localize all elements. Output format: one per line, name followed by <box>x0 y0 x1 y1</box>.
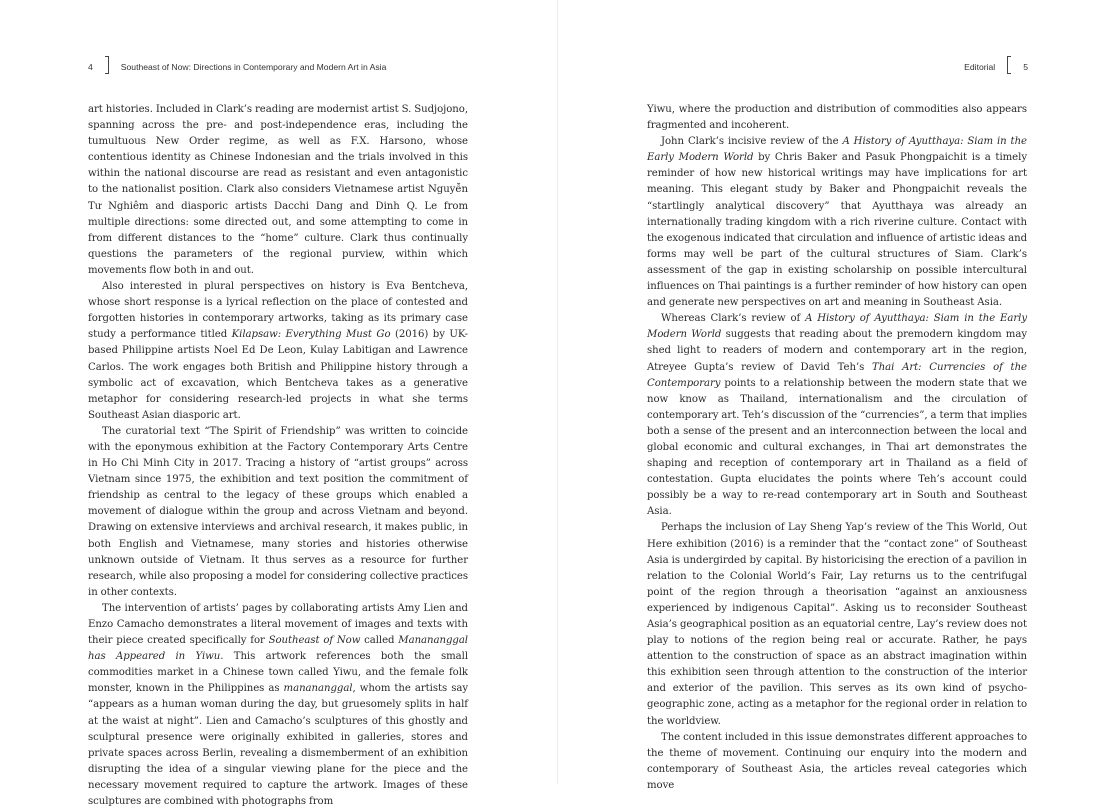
paragraph <box>647 311 1027 520</box>
text-run: , whom the artists say “appears as a human woman during the day, but gruesomely splits in half at the waist at night”. Lien and Camacho’s sculptures of this ghostly and sculptural presence were originally exhibited in galleries, stores and private spaces across Berlin, revealing a dismemberment of an exhibition disrupting the idea of a singular viewing plane for the piece and the necessary movement required to capture the artwork. Images of these sculptures are combined with photographs from <box>88 683 468 808</box>
page-number: 4 <box>88 62 93 72</box>
text-run: John Clark’s incisive review of the <box>661 136 843 148</box>
text-run: The curatorial text “The Spirit of Friendship” was written to coincide with the eponymous exhibition at the Factory Contemporary Arts Centre in Ho Chi Minh City in 2017. Tracing a history of “artist groups” across Vietnam since 1975, the exhibition and text position the commitment of friendship as central to the legacy of these groups which enabled a movement of dialogue within the group and across Vietnam and beyond. Drawing on extensive interviews and archival research, it makes public, in both English and Vietnamese, many stories and histories otherwise unknown outside of Vietnam. It thus serves as a resource for further research, while also proposing a model for considering collective practices in other contexts. <box>88 425 468 598</box>
italic-title: Southeast of Now <box>268 635 361 647</box>
text-run: art histories. Included in Clark’s reading are modernist artist S. Sudjojono, spanning across the pre- and post-independence eras, including the tumultuous New Order regime, as well as F.X. Harsono, whose contentious identity as Chinese Indonesian and the trials involved in this within the national discourse are read as resistant and even antagonistic to the nationalist position. Clark also considers Vietnamese artist Nguyễn Tư Nghiêm and diasporic artists Dacchi Dang and Dinh Q. Le from multiple directions: some directed out, and some attempting to come in from different distances to the “home” culture. Clark thus continually questions the parameters of the regional purview, within which movements flow both in and out. <box>88 104 468 276</box>
paragraph <box>88 102 468 279</box>
header-bracket-icon <box>1007 56 1011 74</box>
italic-title: manananggal <box>283 683 353 695</box>
page-number: 5 <box>1023 62 1028 72</box>
text-run: . This artwork references both the small commodities market in a Chinese town called Yiwu, and the female folk monster, known in the Philippines as <box>88 651 469 695</box>
paragraph <box>88 279 468 424</box>
text-run: Yiwu, where the production and distribution of commodities also appears fragmented and incoherent. <box>647 104 1027 132</box>
italic-title: Manananggal has Appeared in Yiwu <box>88 635 468 663</box>
right-running-header <box>964 58 1028 76</box>
left-body-text <box>88 102 468 810</box>
right-body-text <box>647 102 1027 794</box>
text-run: called <box>360 635 399 647</box>
text-run: Perhaps the inclusion of Lay Sheng Yap’s review of the This World, Out Here exhibition (2016) is a reminder that the “contact zone” of Southeast Asia is undergirded by capital. By historicising the erection of a pavilion in relation to the Colonial World’s Fair, Lay returns us to the centrifugal point of the region through a theorisation “against an anxiousness experienced by indigenous Capital”. Asking us to reconsider Southeast Asia’s geographical position as an equatorial centre, Lay’s review does not play to notions of the region being real or accurate. Rather, he pays attention to the construction of space as an abstract imagination within this exhibition seen through attention to the construction of the interior and exterior of the pavilion. This serves as its own kind of psycho-geographic zone, acting as a metaphor for the regional order in relation to the worldview. <box>647 522 1027 727</box>
italic-title: A History of Ayutthaya: Siam in the Early Modern World <box>647 313 1027 341</box>
text-run: (2016) by UK-based Philippine artists Noel Ed De Leon, Kulay Labitigan and Lawrence Carlos. The work engages both British and Philippine history through a symbolic act of excavation, which Bentcheva takes as a generative metaphor for considering research-led projects in what she terms Southeast Asian diasporic art. <box>88 329 468 421</box>
header-bracket-icon <box>105 56 109 74</box>
text-run: Whereas Clark’s review of <box>661 313 806 325</box>
running-head: Southeast of Now: Directions in Contemporary and Modern Art in Asia <box>120 62 387 72</box>
left-running-header <box>88 58 386 76</box>
italic-title: A History of Ayutthaya: Siam in the Early Modern World <box>647 136 1027 164</box>
text-run: points to a relationship between the modern state that we now know as Thailand, internationalism and the circulation of contemporary art. Teh’s discussion of the “currencies”, a term that implies both a sense of the present and an interconnection between the local and global economic and cultural exchanges, in Thai art demonstrates the shaping and reception of contemporary art in Thailand as a field of contestation. Gupta elucidates the points where Teh’s account could possibly be a way to re-read contemporary art in South and Southeast Asia. <box>647 377 1027 518</box>
paragraph <box>647 134 1027 311</box>
text-run: The intervention of artists’ pages by collaborating artists Amy Lien and Enzo Camacho demonstrates a literal movement of images and texts with their piece created specifically for <box>88 602 468 647</box>
italic-title: Thai Art: Currencies of the Contemporary <box>647 361 1027 389</box>
paragraph <box>647 520 1027 729</box>
text-run: Also interested in plural perspectives on history is Eva Bentcheva, whose short response is a lyrical reflection on the place of contested and forgotten histories in contemporary artworks, taking as its primary case study a performance titled <box>88 281 468 341</box>
paragraph <box>647 102 1027 134</box>
right-page <box>558 0 1116 791</box>
left-page <box>0 0 557 808</box>
text-run: suggests that reading about the premodern kingdom may shed light to readers of modern and contemporary art in the region, Atreyee Gupta’s review of David Teh’s <box>647 329 1027 373</box>
paragraph <box>88 424 468 601</box>
paragraph <box>88 601 468 810</box>
text-run: The content included in this issue demonstrates different approaches to the theme of movement. Continuing our enquiry into the modern and contemporary of Southeast Asia, the articles reveal categories which move <box>647 731 1027 791</box>
italic-title: Kilapsaw: Everything Must Go <box>231 329 391 341</box>
running-head: Editorial <box>964 62 996 72</box>
text-run: by Chris Baker and Pasuk Phongpaichit is a timely reminder of how new historical writings may have implications for art meaning. This elegant study by Baker and Phongpaichit reveals the “startlingly analytical discovery” that Ayutthaya was already an internationally trading kingdom with a rich riverine culture. Contact with the exogenous indicated that circulation and influence of artistic ideas and forms may well be part of the cultural structures of Siam. Clark’s assessment of the gap in existing scholarship on possible intercultural influences on Thai paintings is a further reminder of how history can open and generate new perspectives on art and meaning in Southeast Asia. <box>647 152 1027 309</box>
paragraph <box>647 730 1027 794</box>
